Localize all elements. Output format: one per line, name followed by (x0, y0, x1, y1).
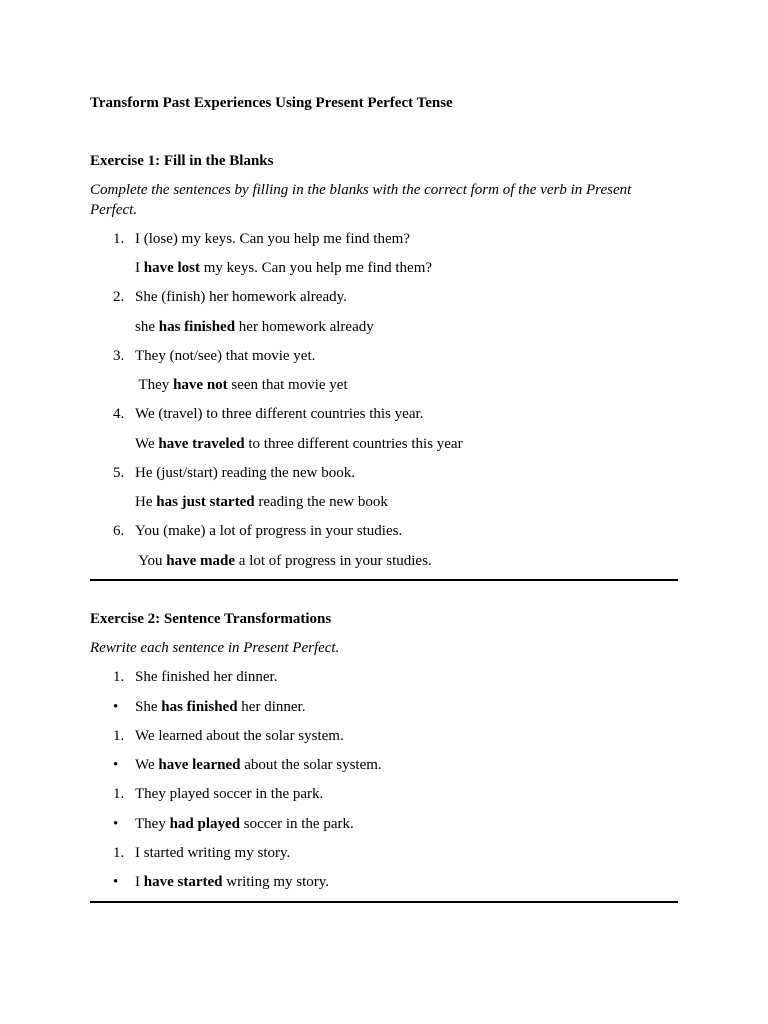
list-number: 1. (113, 728, 125, 744)
exercise-2-heading: Exercise 2: Sentence Transformations (90, 611, 332, 627)
exercise-answer: I have started writing my story. (135, 874, 330, 890)
exercise-2-instruction: Rewrite each sentence in Present Perfect. (90, 640, 340, 656)
bullet-icon: • (113, 874, 119, 890)
list-number: 5. (113, 465, 125, 481)
exercise-prompt: We (travel) to three different countries this year. (135, 406, 424, 422)
list-number: 1. (113, 231, 125, 247)
exercise-answer: She has finished her dinner. (135, 699, 306, 715)
exercise-answer: He has just started reading the new book (135, 494, 388, 510)
exercise-answer: They have not seen that movie yet (135, 377, 348, 393)
answer-verb: have started (143, 874, 223, 890)
exercise-answer: We have traveled to three different countries this year (135, 436, 463, 452)
exercise-answer: We have learned about the solar system. (135, 757, 382, 773)
answer-verb: have learned (158, 757, 241, 773)
list-number: 4. (113, 406, 125, 422)
section-divider (90, 579, 678, 581)
exercise-prompt: They (not/see) that movie yet. (135, 348, 316, 364)
exercise-prompt: I started writing my story. (135, 845, 291, 861)
answer-verb: had played (169, 816, 241, 832)
answer-verb: have lost (143, 260, 200, 276)
answer-verb: have made (166, 553, 236, 569)
answer-verb: has finished (161, 699, 238, 715)
list-number: 1. (113, 845, 125, 861)
exercise-prompt: He (just/start) reading the new book. (135, 465, 355, 481)
exercise-prompt: We learned about the solar system. (135, 728, 344, 744)
answer-verb: have not (173, 377, 228, 393)
exercise-prompt: She (finish) her homework already. (135, 289, 347, 305)
exercise-answer: I have lost my keys. Can you help me find them? (135, 260, 433, 276)
exercise-1-instruction: Complete the sentences by filling in the blanks with the correct form of the verb in Present Perfect. (90, 182, 632, 218)
section-divider (90, 901, 678, 903)
exercise-answer: You have made a lot of progress in your studies. (135, 553, 432, 569)
exercise-answer: she has finished her homework already (135, 319, 374, 335)
list-number: 2. (113, 289, 125, 305)
answer-verb: has just started (156, 494, 255, 510)
answer-verb: have traveled (158, 436, 245, 452)
exercise-prompt: She finished her dinner. (135, 669, 278, 685)
list-number: 1. (113, 669, 125, 685)
bullet-icon: • (113, 816, 119, 832)
exercise-prompt: I (lose) my keys. Can you help me find them? (135, 231, 410, 247)
exercise-1-heading: Exercise 1: Fill in the Blanks (90, 153, 274, 169)
list-number: 3. (113, 348, 125, 364)
exercise-prompt: They played soccer in the park. (135, 786, 324, 802)
list-number: 6. (113, 523, 125, 539)
exercise-answer: They had played soccer in the park. (135, 816, 354, 832)
answer-verb: has finished (158, 319, 236, 335)
bullet-icon: • (113, 699, 119, 715)
list-number: 1. (113, 786, 125, 802)
bullet-icon: • (113, 757, 119, 773)
document-title: Transform Past Experiences Using Present Perfect Tense (90, 95, 453, 111)
exercise-prompt: You (make) a lot of progress in your studies. (135, 523, 403, 539)
